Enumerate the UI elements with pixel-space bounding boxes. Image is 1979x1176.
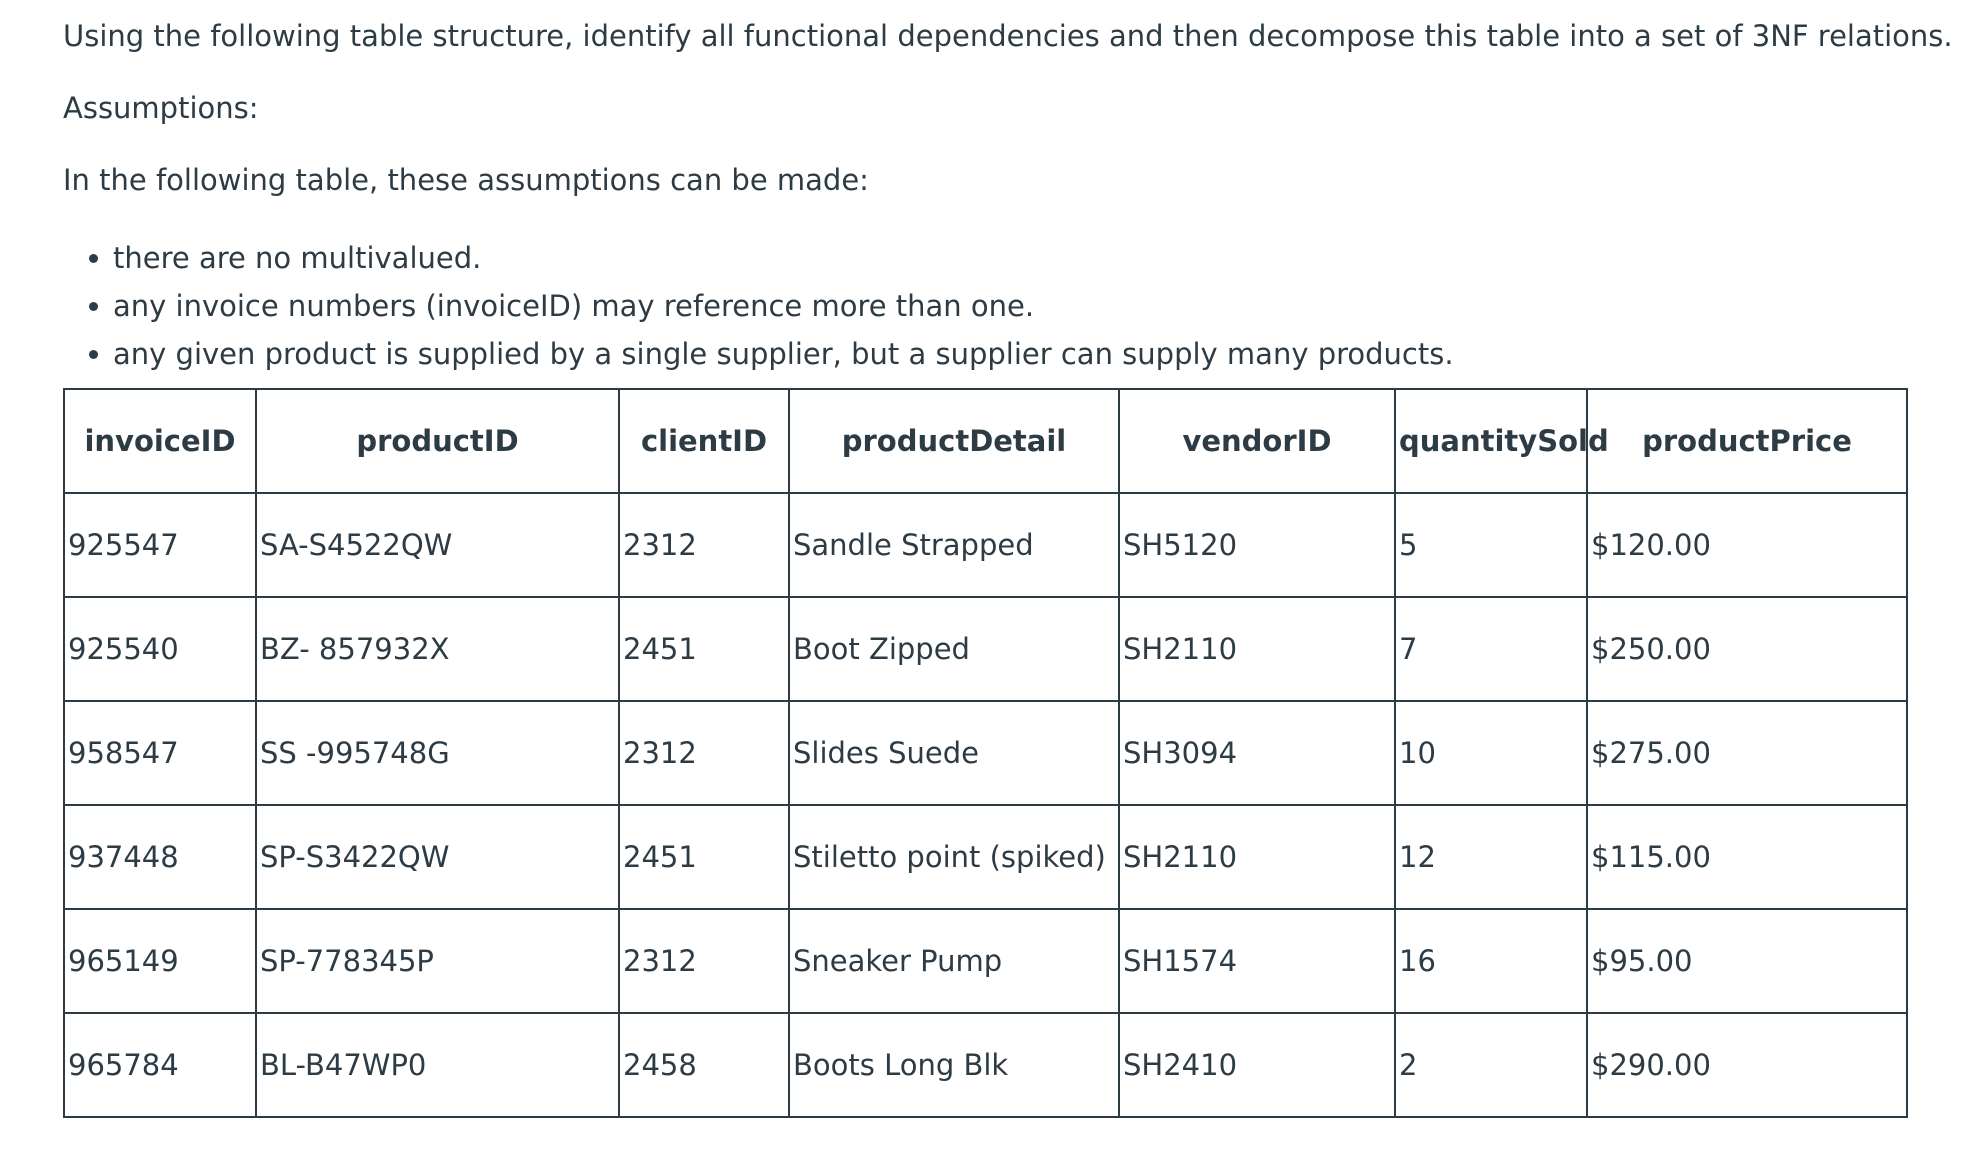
assumption-item — [63, 282, 1454, 330]
table-cell: SP-778345P — [256, 909, 619, 1013]
table-cell: 965149 — [64, 909, 256, 1013]
column-header-invoiceid: invoiceID — [64, 389, 256, 493]
table-cell: 2312 — [619, 909, 789, 1013]
assumption-item — [63, 330, 1454, 378]
table-cell: SH1574 — [1119, 909, 1395, 1013]
table-cell: 937448 — [64, 805, 256, 909]
table-cell: BL-B47WP0 — [256, 1013, 619, 1117]
table-cell: SP-S3422QW — [256, 805, 619, 909]
column-header-productdetail: productDetail — [789, 389, 1119, 493]
table-cell: 2312 — [619, 493, 789, 597]
column-header-clientid: clientID — [619, 389, 789, 493]
table-cell: Boots Long Blk — [789, 1013, 1119, 1117]
table-cell: 2458 — [619, 1013, 789, 1117]
table-cell: Boot Zipped — [789, 597, 1119, 701]
assumption-text: any invoice numbers (invoiceID) may reference more than one. — [113, 289, 1035, 323]
table-cell: SH2110 — [1119, 597, 1395, 701]
table-cell: Slides Suede — [789, 701, 1119, 805]
column-header-vendorid: vendorID — [1119, 389, 1395, 493]
table-cell: $290.00 — [1587, 1013, 1907, 1117]
table-cell: 5 — [1395, 493, 1587, 597]
table-row — [64, 701, 1907, 805]
table-cell: $120.00 — [1587, 493, 1907, 597]
assumptions-heading: Assumptions: — [63, 91, 259, 125]
column-header-productprice: productPrice — [1587, 389, 1907, 493]
table-header-row — [64, 389, 1907, 493]
column-header-quantitysold: quantitySold — [1395, 389, 1587, 493]
assumptions-list — [63, 234, 1454, 378]
table-cell: 2312 — [619, 701, 789, 805]
table-cell: Sneaker Pump — [789, 909, 1119, 1013]
table-cell: 958547 — [64, 701, 256, 805]
bullet-icon — [89, 350, 98, 359]
table-cell: SH2410 — [1119, 1013, 1395, 1117]
bullet-icon — [89, 254, 98, 263]
table-cell: SH2110 — [1119, 805, 1395, 909]
invoice-table — [63, 388, 1908, 1118]
table-cell: $95.00 — [1587, 909, 1907, 1013]
table-cell: Stiletto point (spiked) — [789, 805, 1119, 909]
assumption-item — [63, 234, 1454, 282]
table-cell: 16 — [1395, 909, 1587, 1013]
table-cell: 2451 — [619, 805, 789, 909]
table-cell: Sandle Strapped — [789, 493, 1119, 597]
assumption-text: there are no multivalued. — [113, 241, 482, 275]
table-cell: 10 — [1395, 701, 1587, 805]
table-row — [64, 1013, 1907, 1117]
table-cell: 7 — [1395, 597, 1587, 701]
table-cell: 925547 — [64, 493, 256, 597]
column-header-productid: productID — [256, 389, 619, 493]
table-cell: 965784 — [64, 1013, 256, 1117]
table-row — [64, 805, 1907, 909]
instruction-text: Using the following table structure, identify all functional dependencies and then decompose this table into a set of 3NF relations. — [63, 19, 1953, 53]
table-cell: 2 — [1395, 1013, 1587, 1117]
table-cell: 12 — [1395, 805, 1587, 909]
table-cell: SH5120 — [1119, 493, 1395, 597]
table-cell: SS -995748G — [256, 701, 619, 805]
table-row — [64, 493, 1907, 597]
table-cell: SH3094 — [1119, 701, 1395, 805]
table-row — [64, 909, 1907, 1013]
table-cell: SA-S4522QW — [256, 493, 619, 597]
table-cell: 925540 — [64, 597, 256, 701]
table-cell: $275.00 — [1587, 701, 1907, 805]
table-cell: $115.00 — [1587, 805, 1907, 909]
table-cell: $250.00 — [1587, 597, 1907, 701]
table-cell: BZ- 857932X — [256, 597, 619, 701]
assumption-text: any given product is supplied by a single supplier, but a supplier can supply many products. — [113, 337, 1454, 371]
table-cell: 2451 — [619, 597, 789, 701]
table-row — [64, 597, 1907, 701]
bullet-icon — [89, 302, 98, 311]
assumptions-intro: In the following table, these assumptions can be made: — [63, 163, 869, 197]
